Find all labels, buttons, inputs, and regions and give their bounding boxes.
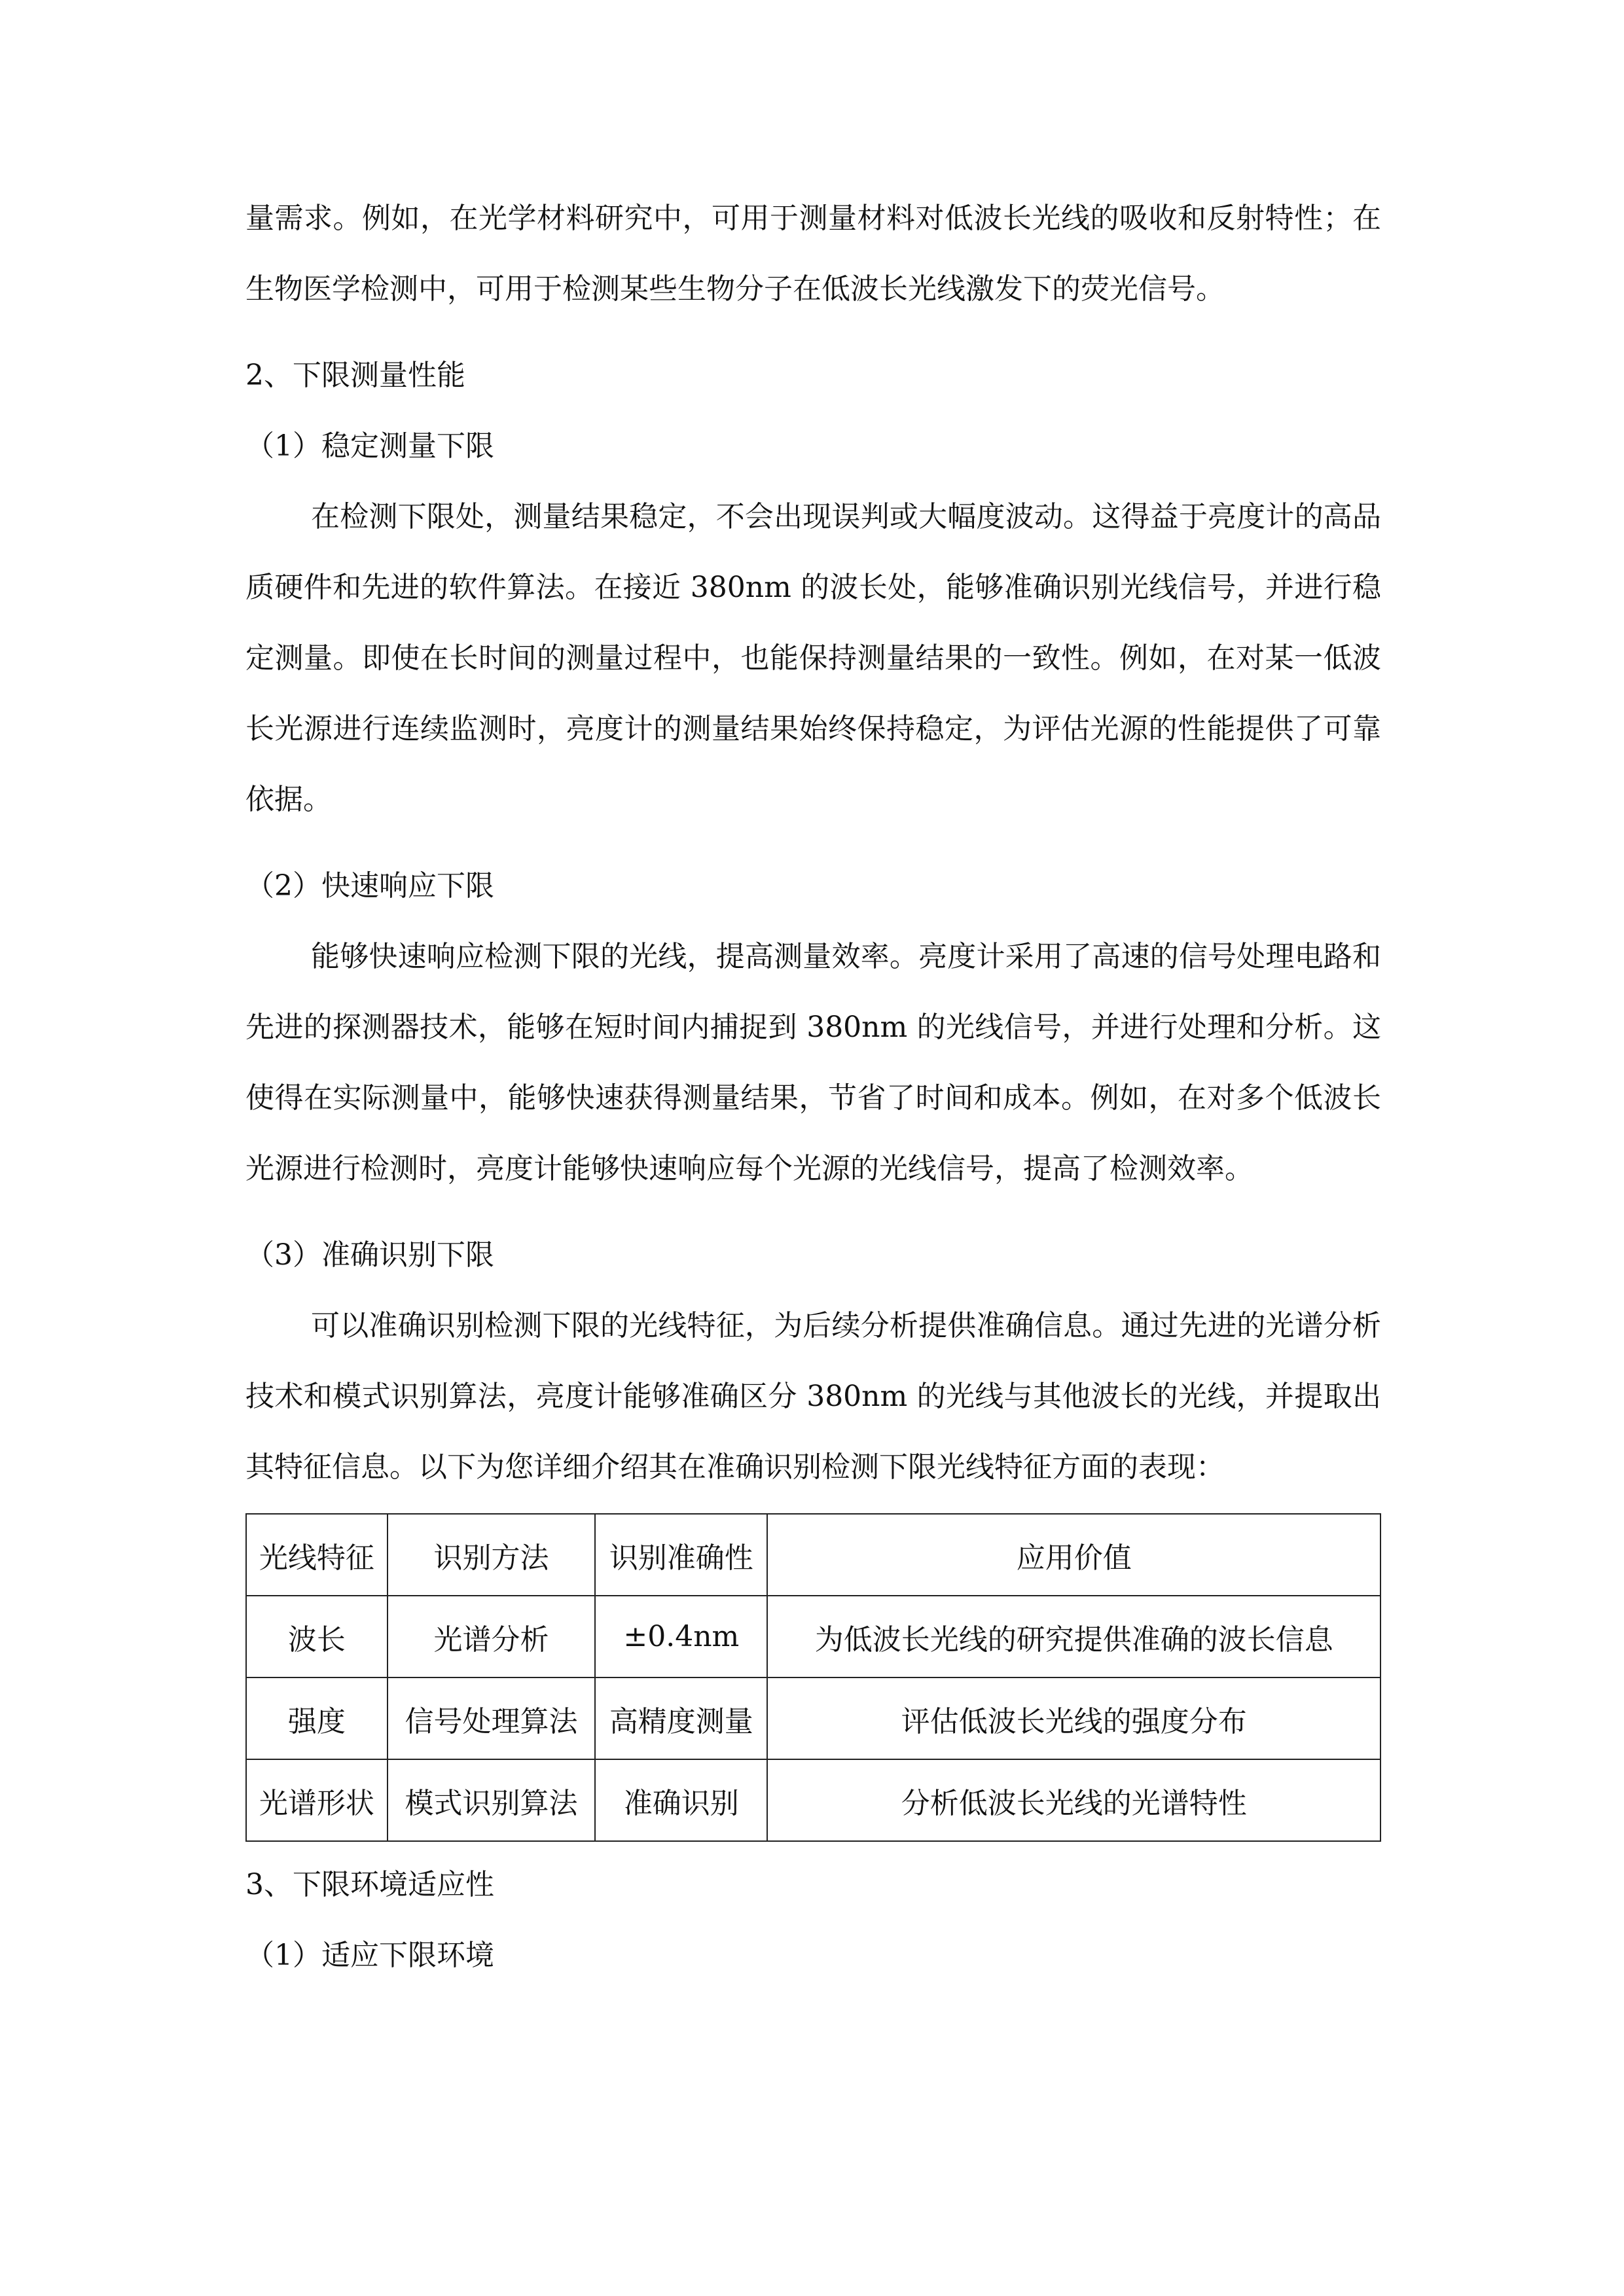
table-header-cell: 应用价值 (767, 1514, 1380, 1596)
table-header-cell: 识别准确性 (595, 1514, 767, 1596)
table-row (246, 1677, 1380, 1759)
subsection-2-3-paragraph: 可以准确识别检测下限的光线特征，为后续分析提供准确信息。通过先进的光谱分析技术和模式识别算法，亮度计能够准确区分 380nm 的光线与其他波长的光线，并提取出其特征信息。以下为您详细介绍其在准确识别检测下限光线特征方面的表现： (245, 1309, 1381, 1484)
table-row (246, 1596, 1380, 1677)
feature-table (245, 1513, 1381, 1842)
table-header-cell: 光线特征 (246, 1514, 388, 1596)
subsection-2-2-paragraph: 能够快速响应检测下限的光线，提高测量效率。亮度计采用了高速的信号处理电路和先进的探测器技术，能够在短时间内捕捉到 380nm 的光线信号，并进行处理和分析。这使得在实际测量中，能够快速获得测量结果，节省了时间和成本。例如，在对多个低波长光源进行检测时，亮度计能够快速响应每个光源的光线信号，提高了检测效率。 (245, 940, 1381, 1185)
table-cell: 光谱形状 (246, 1759, 388, 1841)
section-2-heading: 2、下限测量性能 (245, 359, 465, 392)
section-3-heading: 3、下限环境适应性 (245, 1868, 494, 1901)
table-cell: 评估低波长光线的强度分布 (767, 1677, 1380, 1759)
subsection-2-1-paragraph: 在检测下限处，测量结果稳定，不会出现误判或大幅度波动。这得益于亮度计的高品质硬件和先进的软件算法。在接近 380nm 的波长处，能够准确识别光线信号，并进行稳定测量。即使在长时间的测量过程中，也能保持测量结果的一致性。例如，在对某一低波长光源进行连续监测时，亮度计的测量结果始终保持稳定，为评估光源的性能提供了可靠依据。 (245, 500, 1381, 816)
table-cell: 模式识别算法 (388, 1759, 595, 1841)
table-cell: 信号处理算法 (388, 1677, 595, 1759)
table-cell: 光谱分析 (388, 1596, 595, 1677)
table-cell: 分析低波长光线的光谱特性 (767, 1759, 1380, 1841)
table-cell: 高精度测量 (595, 1677, 767, 1759)
table-cell: 强度 (246, 1677, 388, 1759)
table-cell: 准确识别 (595, 1759, 767, 1841)
table-cell: 波长 (246, 1596, 388, 1677)
table-cell: ±0.4nm (595, 1596, 767, 1677)
subsection-3-1-heading: （1）适应下限环境 (245, 1939, 494, 1972)
subsection-2-2-heading: （2）快速响应下限 (245, 869, 494, 903)
intro-paragraph: 量需求。例如，在光学材料研究中，可用于测量材料对低波长光线的吸收和反射特性；在生物医学检测中，可用于检测某些生物分子在低波长光线激发下的荧光信号。 (245, 202, 1381, 306)
subsection-2-3-heading: （3）准确识别下限 (245, 1238, 494, 1272)
table-row (246, 1759, 1380, 1841)
table-header-row (246, 1514, 1380, 1596)
subsection-2-1-heading: （1）稳定测量下限 (245, 429, 494, 463)
table-cell: 为低波长光线的研究提供准确的波长信息 (767, 1596, 1380, 1677)
table-header-cell: 识别方法 (388, 1514, 595, 1596)
document-page (245, 183, 1381, 1991)
